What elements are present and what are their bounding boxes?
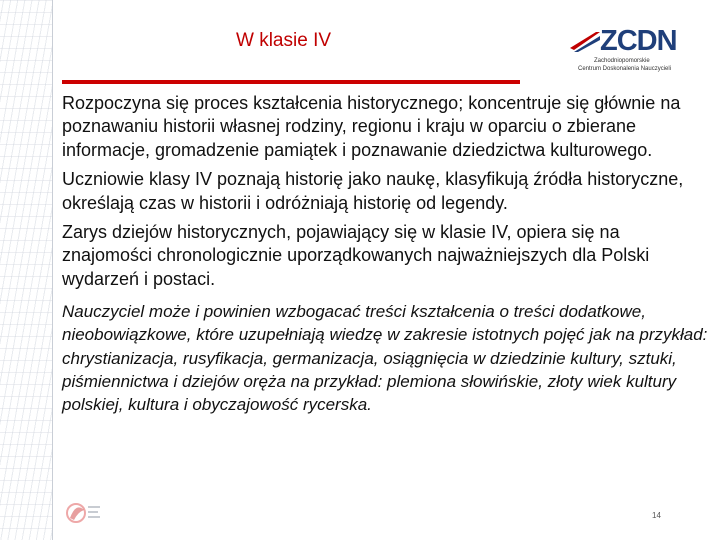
slide-title: W klasie IV: [236, 30, 332, 51]
zcdn-logo-subtitle-2: Centrum Doskonalenia Nauczycieli: [578, 66, 672, 72]
page-number: 14: [652, 511, 661, 520]
margin-divider: [52, 0, 53, 540]
zcdn-logo-subtitle-1: Zachodniopomorskie: [594, 58, 650, 64]
paragraph-1-lead: Rozpoczyna się proces kształcenia historycznego: [62, 93, 459, 113]
paragraph-1-rest: ; koncentruje się głównie na poznawaniu historii własnej rodziny, regionu i kraju w oparciu o zbierane informacje, gromadzenie pamiątek i poznawanie dziedzictwa kulturowego.: [62, 93, 681, 160]
decorative-document-strip: [0, 0, 52, 540]
footer-emblem-icon: [64, 498, 102, 528]
slide-content: [62, 92, 710, 416]
zcdn-logo-word: ZCDN: [600, 25, 677, 57]
paragraph-3: Zarys dziejów historycznych, pojawiający się w klasie IV, opiera się na znajomości chronologicznie uporządkowanych najważniejszych dla Polski wydarzeń i postaci.: [62, 222, 650, 289]
title-underline: [62, 80, 520, 84]
paragraph-1: [62, 92, 710, 162]
zcdn-logo: [570, 26, 682, 78]
paragraph-2: Uczniowie klasy IV poznają historię jako naukę, klasyfikują źródła historyczne, określają czas w historii i odróżniają historię od legendy.: [62, 169, 684, 213]
paragraph-4: Nauczyciel może i powinien wzbogacać treści kształcenia o treści dodatkowe, nieobowiązkowe, które uzupełniają wiedzę w zakresie istotnych pojęć jak na przykład: chrystianizacja, rusyfikacja, germanizacja, osiągnięcia w dziedzinie kultury, sztuki, piśmiennictwa i dziejów oręża na przykład: plemiona słowińskie, złoty wiek kultury polskiej, kultura i obyczajowość rycerska.: [62, 302, 708, 415]
zcdn-logo-mark-icon: [570, 30, 600, 52]
